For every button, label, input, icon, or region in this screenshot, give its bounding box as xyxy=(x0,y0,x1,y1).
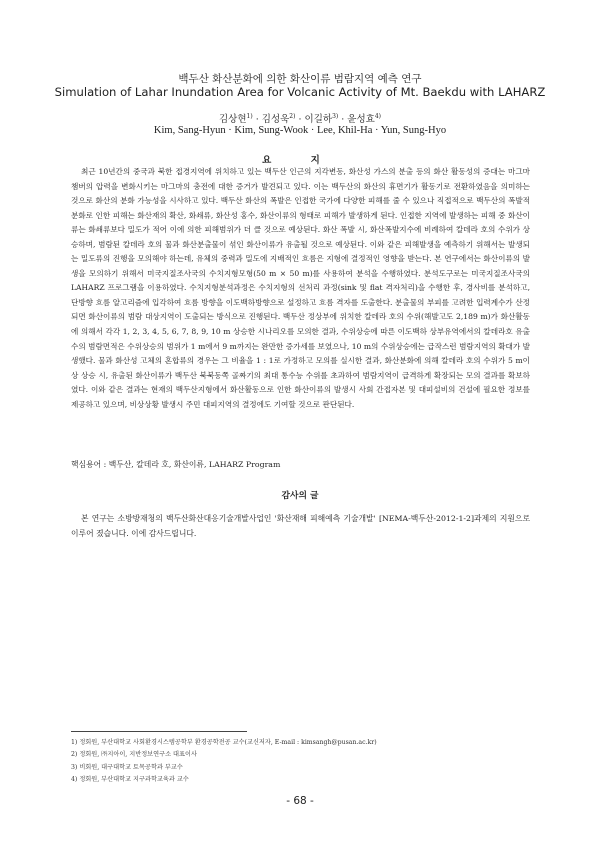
footnotes xyxy=(71,737,530,787)
page-number: - 68 - xyxy=(286,795,314,807)
author-separator: · xyxy=(295,114,305,125)
abstract-text: 최근 10년간의 중국과 북한 접경지역에 위치하고 있는 백두산 인근의 지각변동, 화산성 가스의 분출 등의 화산 활동성의 증대는 마그마 챔버의 압력을 변화시키는 마그마의 충전에 대한 증거가 발견되고 있다. 이는 백두산의 화산의 휴면기가 활동기로 전환하였음을 의미하는 것으로 화산의 분화 가능성을 시사하고 있다. 백두산 화산의 폭발은 인접한 국가에 다양한 피해를 줄 수 있으나 직접적으로 백두산의 폭발적 분화로 인한 피해는 화산재의 확산, 화쇄류, 화산성 홍수, 화산이류의 형태로 피해가 발생하게 된다. 인접한 지역에 발생하는 피해 중 화산이류는 화쇄류보다 밀도가 적어 이에 의한 피해범위가 더 클 것으로 예상된다. 화산 폭발 시, 화산폭발지수에 비례하여 칼데라 호의 수위가 상승하며, 범람된 칼데라 호의 물과 화산분출물이 섞인 화산이류가 유출될 것으로 예상된다. 이와 같은 피해발생을 예측하기 위해서는 발생되는 밀도류의 진행을 모의해야 하는데, 유체의 중력과 밀도에 지배적인 흐름은 지형에 결정적인 영향을 받는다. 본 연구에서는 화산이류의 발생을 모의하기 위해서 미국지질조사국의 수치지형모형(50 m × 50 m)를 사용하여 분석을 수행하였다. 분석도구로는 미국지질조사국의 LAHARZ 프로그램을 이용하였다. 수치지형분석과정은 수치지형의 선처리 과정(sink 및 flat 격자처리)을 수행한 후, 경사비를 분석하고, 단방향 흐름 알고리즘에 입각하여 흐름 방향을 이도백하방향으로 설정하고 흐름 격자를 도출한다. 분출물의 부피를 고려한 입력계수가 산정되면 화산이류의 범람 대상지역이 도출되는 방식으로 진행된다. 백두산 정상부에 위치한 칼데라 호의 수위(해발고도 2,189 m)가 화산활동에 의해서 각각 1, 2, 3, 4, 5, 6, 7, 8, 9, 10 m 상승한 시나리오를 모의한 결과, 수위상승에 따른 이도백하 상부유역에서의 칼데라호 유출수의 범람면적은 수위상승의 범위가 1 m에서 9 m까지는 완만한 증가세를 보였으나, 10 m의 수위상승에는 급작스런 범람지역의 확대가 발생했다. 물과 화산성 고체의 혼합류의 경우는 그 비율을 1 : 1로 가정하고 모의를 실시한 결과, 화산분화에 의해 칼데라 호의 수위가 5 m이상 상승 시, 유출된 화산이류가 백두산 북북동쪽 골짜기의 최대 통수능 수위를 초과하여 범람지역이 급격하게 확장되는 모의 결과를 확보하였다. 이와 같은 결과는 현재의 백두산지형에서 화산활동으로 인한 화산이류의 발생시 사회 간접자본 및 대피설비의 건설에 필요한 정보를 제공하고 있으며, 비상상황 발생시 주민 대피지역의 결정에도 기여할 것으로 판단된다. xyxy=(71,167,530,409)
author-name: 윤성효 xyxy=(347,114,375,125)
author-mark: 2) xyxy=(289,112,296,120)
footnote: 1) 정회원, 부산대학교 사회환경시스템공학부 환경공학전공 교수(교신저자, E-mail : kimsangh@pusan.ac.kr) xyxy=(71,739,377,746)
author-mark: 3) xyxy=(332,112,339,120)
footnote-divider xyxy=(71,731,247,732)
author-mark: 4) xyxy=(374,112,381,120)
author-name: 이길하 xyxy=(304,114,333,125)
footnote: 3) 비회원, 대구대학교 토목공학과 부교수 xyxy=(71,763,183,771)
footnote: 2) 정회원, ㈜지아이, 지반정보연구소 대표이사 xyxy=(71,751,197,759)
authors-korean xyxy=(0,111,600,125)
acknowledgement-heading: 감사의 글 xyxy=(281,491,319,501)
author-name: 김상현 xyxy=(219,114,247,125)
title-english: Simulation of Lahar Inundation Area for Volcanic Activity of Mt. Baekdu with LAHARZ xyxy=(54,85,546,99)
abstract-heading: 요 지 xyxy=(262,155,338,166)
author-separator: · xyxy=(338,114,348,125)
author-name: 김성욱 xyxy=(261,114,290,125)
author-separator: · xyxy=(252,114,262,125)
authors-english: Kim, Sang-Hyun · Kim, Sung-Wook · Lee, Khil-Ha · Yun, Sung-Hyo xyxy=(153,125,447,136)
keywords: 핵심용어 : 백두산, 칼데라 호, 화산이류, LAHARZ Program xyxy=(71,460,281,469)
title-korean: 백두산 화산분화에 의한 화산이류 범람지역 예측 연구 xyxy=(178,73,422,85)
acknowledgement-text: 본 연구는 소방방재청의 백두산화산대응기술개발사업인 '화산재해 피해예측 기술개발' [NEMA-백두산-2012-1-2]과제의 지원으로 이루어 졌습니다. 이에 감사드립니다. xyxy=(71,514,530,538)
author-mark: 1) xyxy=(246,112,253,120)
footnote: 4) 정회원, 부산대학교 지구과학교육과 교수 xyxy=(71,776,189,784)
